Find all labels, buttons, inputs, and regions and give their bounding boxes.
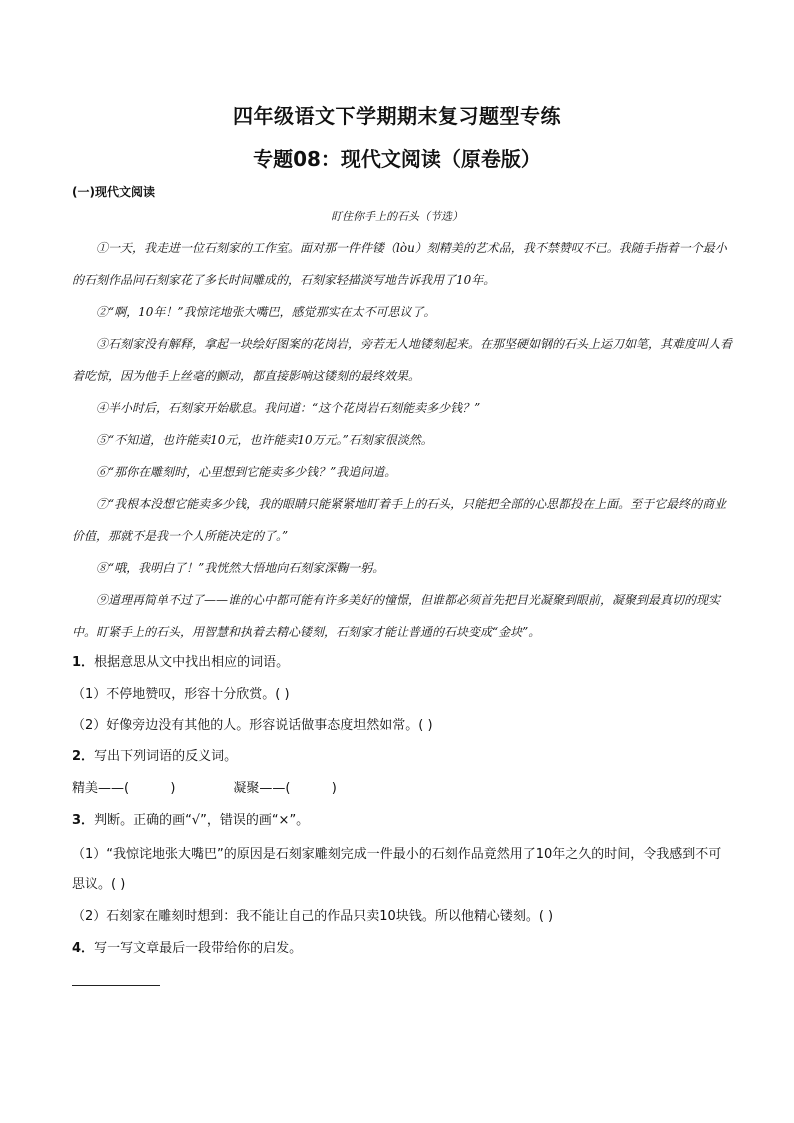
- passage-paragraph-9: ⑨道理再简单不过了——谁的心中都可能有许多美好的憧憬，但谁都必须首先把目光凝聚到眼前，凝聚到最真切的现实中。盯紧手上的石头，用智慧和执着去精心镂刻，石刻家才能让普通的石块变成“金块”。: [72, 593, 721, 639]
- answer-line: [72, 985, 160, 986]
- question-3-item-2: （2）石刻家在雕刻时想到：我不能让自己的作品只卖10块钱。所以他精心镂刻。( ): [72, 909, 554, 924]
- question-3-item-1: （1）“我惊诧地张大嘴巴”的原因是石刻家雕刻完成一件最小的石刻作品竟然用了10年之久的时间，令我感到不可思议。( ): [72, 847, 722, 892]
- question-text: 写一写文章最后一段带给你的启发。: [94, 941, 303, 956]
- passage-paragraph-7: ⑦“我根本没想它能卖多少钱，我的眼睛只能紧紧地盯着手上的石头，只能把全部的心思都投在上面。至于它最终的商业价值，那就不是我一个人所能决定的了。”: [72, 497, 727, 543]
- question-number: 3: [72, 813, 82, 828]
- question-4: 4．写一写文章最后一段带给你的启发。: [72, 941, 303, 956]
- passage-title: 盯住你手上的石头（节选）: [331, 210, 463, 223]
- question-text: 根据意思从文中找出相应的词语。: [94, 655, 290, 670]
- question-2-items: 精美——( ) 凝聚——( ): [72, 781, 337, 796]
- section-label: (一)现代文阅读: [72, 185, 155, 199]
- question-3: 3．判断。正确的画“√”，错误的画“×”。: [72, 813, 310, 828]
- question-2: 2．写出下列词语的反义词。: [72, 749, 238, 764]
- question-number: 1: [72, 655, 82, 670]
- passage-paragraph-6: ⑥“那你在雕刻时，心里想到它能卖多少钱？”我追问道。: [96, 465, 397, 479]
- question-1-item-2: （2）好像旁边没有其他的人。形容说话做事态度坦然如常。( ): [72, 718, 433, 733]
- question-text: 判断。正确的画“√”，错误的画“×”。: [94, 813, 310, 828]
- question-text: 写出下列词语的反义词。: [94, 749, 238, 764]
- document-title: 四年级语文下学期期末复习题型专练: [233, 104, 561, 128]
- passage-paragraph-3: ③石刻家没有解释，拿起一块绘好图案的花岗岩，旁若无人地镂刻起来。在那坚硬如钢的石头上运刀如笔，其难度叫人看着吃惊，因为他手上丝毫的颤动，都直接影响这镂刻的最终效果。: [72, 337, 733, 383]
- passage-paragraph-8: ⑧“哦，我明白了！”我恍然大悟地向石刻家深鞠一躬。: [96, 561, 385, 575]
- passage-paragraph-5: ⑤“不知道，也许能卖10元，也许能卖10万元。”石刻家很淡然。: [96, 433, 433, 447]
- passage-paragraph-1: ①一天，我走进一位石刻家的工作室。面对那一件件镂（lòu）刻精美的艺术品，我不禁赞叹不已。我随手指着一个最小的石刻作品问石刻家花了多长时间雕成的，石刻家轻描淡写地告诉我用了10年。: [72, 241, 727, 287]
- passage-paragraph-4: ④半小时后，石刻家开始歇息。我问道：“这个花岗岩石刻能卖多少钱？”: [96, 401, 481, 415]
- question-1: 1．根据意思从文中找出相应的词语。: [72, 655, 290, 670]
- passage-paragraph-2: ②“啊，10年！”我惊诧地张大嘴巴，感觉那实在太不可思议了。: [96, 305, 436, 319]
- question-1-item-1: （1）不停地赞叹，形容十分欣赏。( ): [72, 687, 290, 702]
- question-number: 2: [72, 749, 82, 764]
- question-number: 4: [72, 941, 82, 956]
- document-subtitle: 专题08：现代文阅读（原卷版）: [253, 147, 541, 171]
